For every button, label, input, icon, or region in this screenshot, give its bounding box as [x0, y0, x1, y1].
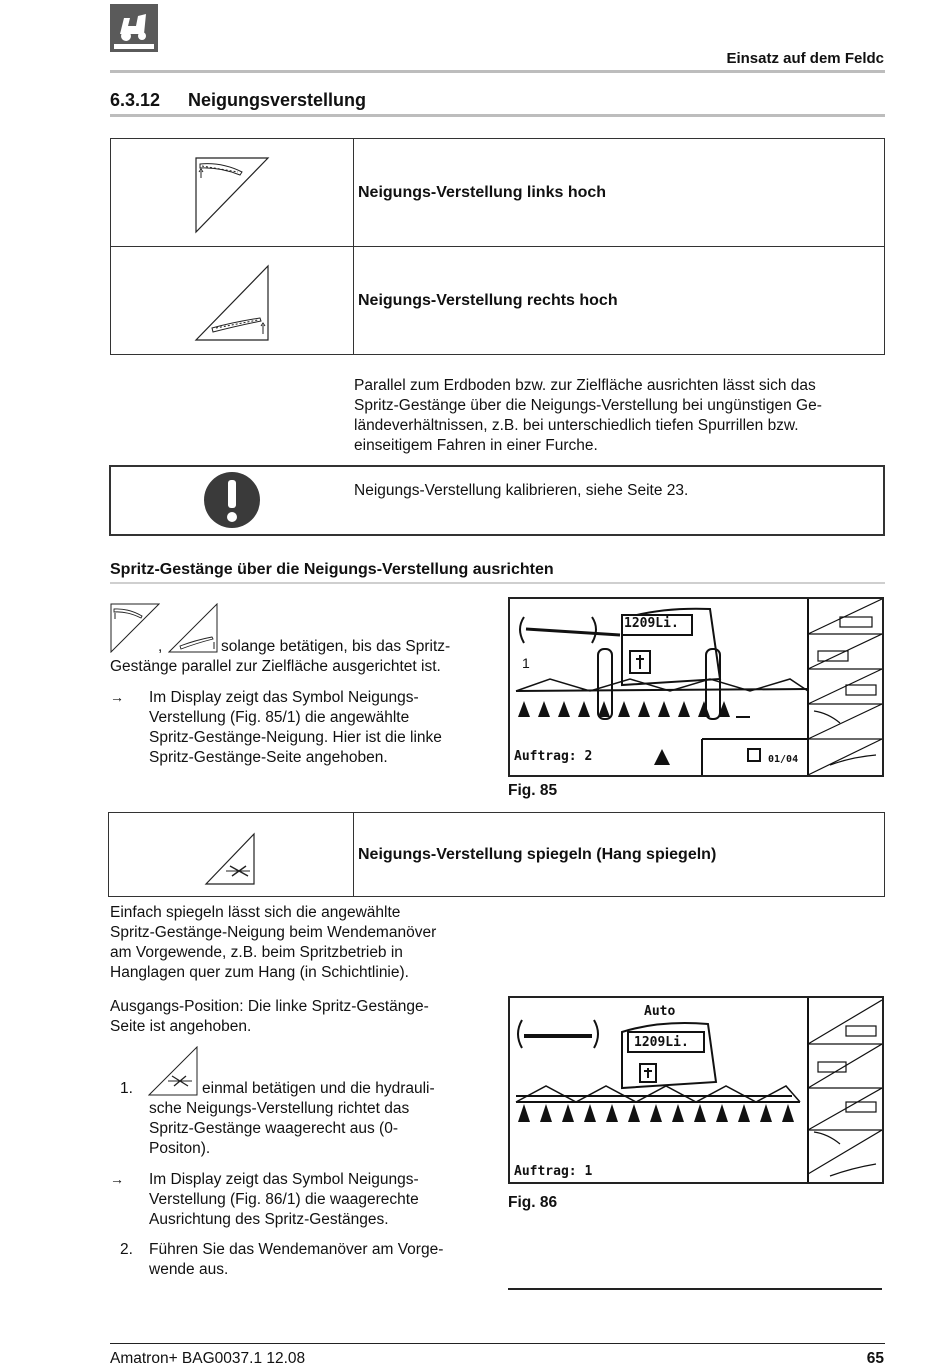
- intro-line: Parallel zum Erdboden bzw. zur Zielfläche ausrichten lässt sich das: [354, 377, 816, 394]
- result-line: Im Display zeigt das Symbol Neigungs-: [149, 689, 419, 706]
- tilt-left-up-icon: [110, 603, 160, 653]
- step-number: 2.: [120, 1241, 133, 1258]
- intro-line: einseitigem Fahren in einer Furche.: [354, 437, 598, 454]
- result-line: Verstellung (Fig. 85/1) die angewählte: [149, 709, 410, 726]
- result-paragraph: [149, 1170, 489, 1230]
- amazone-logo: [110, 4, 158, 52]
- icon-separator: ,: [158, 638, 163, 655]
- step1-paragraph: [149, 1099, 489, 1159]
- start-line: Seite ist angehoben.: [110, 1018, 252, 1035]
- mirror-line: Einfach spiegeln lässt sich die angewählte: [110, 904, 401, 921]
- step-line: Spritz-Gestänge waagerecht aus (0-: [149, 1120, 398, 1137]
- key-icon-cell: [111, 247, 354, 355]
- step-text: solange betätigen, bis das Spritz-: [221, 638, 451, 655]
- display-drawing: [510, 998, 882, 1182]
- key-icon-cell: [111, 139, 354, 247]
- note-box: [109, 465, 885, 536]
- key-row: [111, 139, 885, 247]
- page-indicator: 01/04: [768, 754, 799, 765]
- section-heading: [110, 90, 366, 111]
- key-row: [109, 813, 885, 897]
- tank-volume: 1209Li.: [624, 616, 679, 631]
- start-line: Ausgangs-Position: Die linke Spritz-Gestänge-: [110, 998, 429, 1015]
- step2-paragraph: [149, 1240, 489, 1280]
- mirror-line: Hanglagen quer zum Hang (in Schichtlinie).: [110, 964, 409, 981]
- result-line: Spritz-Gestänge-Seite angehoben.: [149, 749, 388, 766]
- footer-doc-id: Amatron+ BAG0037.1 12.08: [110, 1350, 306, 1367]
- intro-paragraph: [354, 376, 884, 456]
- step-line: Positon).: [149, 1140, 211, 1157]
- tilt-right-up-icon: [112, 248, 352, 348]
- step-line: wende aus.: [149, 1261, 229, 1278]
- section-number: 6.3.12: [110, 90, 161, 110]
- exclamation-icon: [203, 471, 261, 529]
- intro-line: ländeverhältnissen, z.B. bei unterschiedlich tiefen Spurrillen bzw.: [354, 417, 799, 434]
- key-label-left-up: Neigungs-Verstellung links hoch: [354, 139, 885, 247]
- key-table: [110, 138, 885, 355]
- step-number: 1.: [120, 1080, 133, 1097]
- tank-volume: 1209Li.: [634, 1035, 689, 1050]
- figure-86-caption: Fig. 86: [508, 1194, 558, 1211]
- tilt-right-up-icon: [168, 603, 218, 653]
- figure-86-display: [508, 996, 884, 1184]
- footer-rule: [110, 1343, 885, 1344]
- mirror-line: Spritz-Gestänge-Neigung beim Wendemanöver: [110, 924, 437, 941]
- result-arrow: →: [110, 689, 124, 705]
- auftrag-label: Auftrag: 2: [514, 749, 593, 764]
- start-position-paragraph: [110, 997, 490, 1037]
- mirror-key-table: [108, 812, 885, 897]
- section-title: Neigungsverstellung: [188, 90, 367, 110]
- mode-label: Auto: [644, 1004, 676, 1019]
- result-line: Spritz-Gestänge-Neigung. Hier ist die linke: [149, 729, 442, 746]
- mirror-tilt-icon: [148, 1046, 198, 1096]
- figure-rule: [508, 1288, 882, 1290]
- result-line: Ausrichtung des Spritz-Gestänges.: [149, 1211, 389, 1228]
- header-rule: [110, 70, 885, 73]
- key-label-right-up: Neigungs-Verstellung rechts hoch: [354, 247, 885, 355]
- callout-1: 1: [522, 655, 530, 671]
- step-line: sche Neigungs-Verstellung richtet das: [149, 1100, 410, 1117]
- section-rule: [110, 114, 885, 117]
- auftrag-label: Auftrag: 1: [514, 1164, 593, 1179]
- tilt-left-up-icon: [112, 140, 352, 240]
- result-paragraph: [149, 688, 489, 768]
- mirror-key-label: Neigungs-Verstellung spiegeln (Hang spiegeln): [354, 813, 885, 897]
- intro-line: Spritz-Gestänge über die Neigungs-Verstellung bei ungünstigen Ge-: [354, 397, 822, 414]
- result-line: Im Display zeigt das Symbol Neigungs-: [149, 1171, 419, 1188]
- mirror-paragraph: [110, 903, 490, 983]
- step-line: Führen Sie das Wendemanöver am Vorge-: [149, 1241, 444, 1258]
- step-text: einmal betätigen und die hydrauli-: [202, 1080, 435, 1097]
- mirror-tilt-icon: [110, 814, 350, 890]
- note-text: Neigungs-Verstellung kalibrieren, siehe Seite 23.: [354, 482, 689, 499]
- key-icon-cell: [109, 813, 354, 897]
- page-number: 65: [866, 1350, 884, 1367]
- step-text: Gestänge parallel zur Zielfläche ausgerichtet ist.: [110, 658, 441, 675]
- mirror-line: am Vorgewende, z.B. beim Spritzbetrieb in: [110, 944, 403, 961]
- subsection-rule: [110, 582, 885, 584]
- figure-85-caption: Fig. 85: [508, 782, 558, 799]
- result-line: Verstellung (Fig. 86/1) die waagerechte: [149, 1191, 419, 1208]
- result-arrow: →: [110, 1171, 124, 1187]
- figure-85-display: [508, 597, 884, 777]
- subsection-heading: Spritz-Gestänge über die Neigungs-Verstellung ausrichten: [110, 561, 554, 578]
- chapter-title: Einsatz auf dem Feldc: [726, 50, 884, 67]
- key-row: [111, 247, 885, 355]
